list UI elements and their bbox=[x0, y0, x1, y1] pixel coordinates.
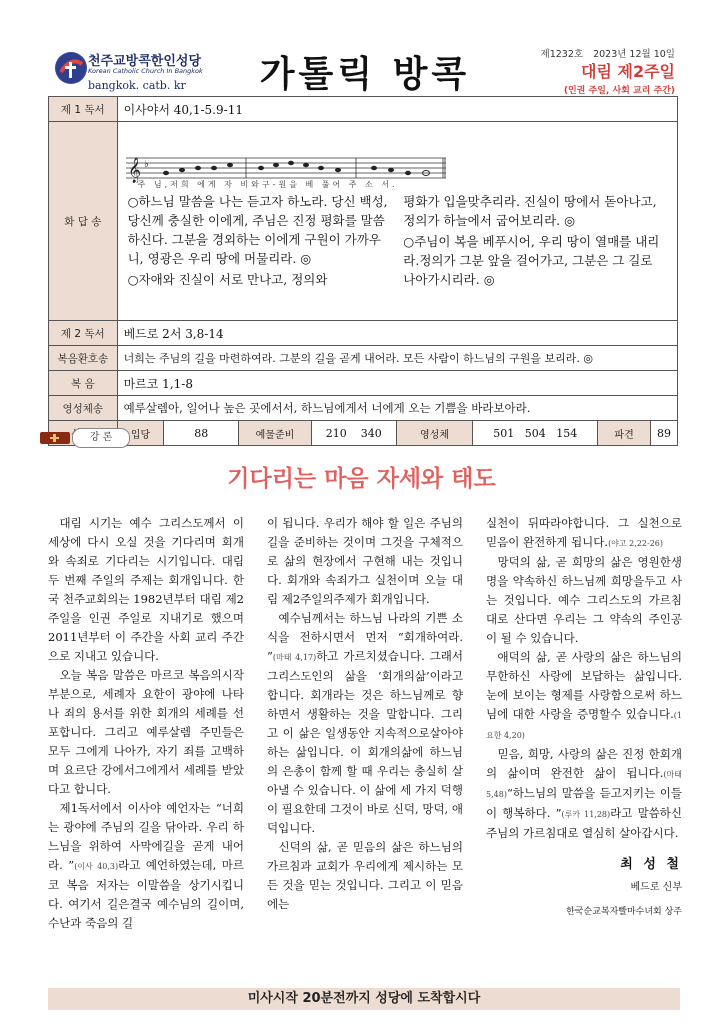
communion-hymns bbox=[473, 421, 598, 446]
table-row bbox=[49, 122, 678, 321]
homily-paragraph: 오늘 복음 말씀은 마르코 복음의시작 부분으로, 세례자 요한이 광야에 나타나 죄의 용서를 위한 회개의 세례를 선포합니다. 그리고 예루살렘 주민들은 모두 그에게 나아가, 자기 죄를 고백하며 요르단 강에서그에게서 세례를 받았다고 합니다. bbox=[48, 668, 244, 796]
bible-reference: (1요한 4,20) bbox=[486, 711, 682, 740]
entrance-label: 입당 bbox=[117, 421, 164, 446]
communion-antiphon-label: 영성체송 bbox=[49, 396, 118, 421]
table-row bbox=[49, 346, 678, 371]
table-row bbox=[49, 371, 678, 396]
psalm-verse: 평화가 입을맞추리라. 진실이 땅에서 돋아나고, 정의가 하늘에서 굽어보리라. ◎ bbox=[403, 194, 657, 228]
communion-hymn-label: 영성체 bbox=[396, 421, 473, 446]
homily-paragraph bbox=[486, 514, 682, 553]
communion-antiphon-value: 예루살렘아, 일어나 높은 곳에서서, 하느님에게서 너에게 오는 기쁨을 바라보아라. bbox=[117, 396, 677, 421]
homily-column-3 bbox=[486, 514, 682, 933]
homily-badge: 강 론 bbox=[72, 428, 130, 448]
liturgical-season: 대림 제2주일 bbox=[581, 62, 675, 81]
homily-paragraph bbox=[267, 609, 463, 838]
psalm-label: 화 답 송 bbox=[49, 122, 118, 321]
church-logo bbox=[55, 52, 87, 84]
psalm-verses bbox=[118, 190, 677, 295]
homily-paragraph bbox=[486, 648, 682, 745]
season-subtitle: (인권 주일, 사회 교리 주간) bbox=[563, 86, 675, 96]
homily-column-1 bbox=[48, 514, 244, 933]
alleluia-value: 너희는 주님의 길을 마련하여라. 그분의 길을 곧게 내어라. 모든 사람이 하느님의 구원을 보리라. ◎ bbox=[117, 346, 677, 371]
psalm-verse: ○자애와 진실이 서로 만나고, 정의와 bbox=[127, 272, 328, 287]
church-name: 천주교방콕한인성당 bbox=[88, 54, 202, 69]
bible-icon bbox=[40, 432, 70, 444]
psalm-lyric: 주 님,저희 에게 자 비와구-원을 베 풀어 주 소 서. bbox=[137, 180, 398, 189]
psalm-cell bbox=[117, 122, 677, 321]
psalm-verse: ○주님이 복을 베푸시어, 우리 땅이 열매를 내리라.정의가 그분 앞을 걸어가고, 그분은 그 길로 나아가시리라. ◎ bbox=[403, 234, 660, 287]
homily-text: 예수님께서는 하느님 나라의 기쁜 소식을 전하시면서 먼저 “회개하여라. ” bbox=[267, 611, 463, 663]
homily-paragraph bbox=[48, 799, 244, 933]
communion-hymn: 154 bbox=[556, 426, 578, 440]
homily-text: 하고 가르치셨습니다. 그래서 그리스도인의 삶을 ‘회개의삶’이라고 합니다. 회개라는 것은 하느님께로 향하면서 생활하는 것을 말합니다. 그리고 이 삶은 일생동안 지속적으로살아야 하는 삶입니다. 이 회개의삶에 하느님의 은총이 함께 할 때 우리는 충실히 살아낼 수 있습니다. 이 삶에 세 가지 덕행이 필요한데 그것이 바로 신덕, 망덕, 애덕입니다. bbox=[267, 649, 463, 835]
svg-text:♭: ♭ bbox=[143, 159, 149, 170]
table-row bbox=[49, 321, 678, 346]
homily-text: “하느님의 말씀을 듣고지키는 이들이 행복하다. ” bbox=[486, 786, 682, 820]
entrance-hymn: 88 bbox=[164, 421, 239, 446]
reading1-value: 이사야서 40,1-5.9-11 bbox=[117, 97, 677, 122]
psalm-column-left bbox=[122, 192, 398, 291]
reading2-value: 베드로 2서 3,8-14 bbox=[117, 321, 677, 346]
author-organization: 한국순교복자빨마수녀회 상주 bbox=[566, 907, 682, 917]
homily-text: 믿음, 희망, 사랑의 삶은 진정 한회개의 삶이며 완전한 삶이 됩니다. bbox=[486, 747, 682, 780]
homily-text: 라고 말씀하신 주님의 가르침대로 열심히 살아갑시다. bbox=[486, 806, 683, 840]
issue-date: 2023년 12월 10일 bbox=[593, 49, 675, 60]
svg-text:𝄞: 𝄞 bbox=[127, 158, 141, 183]
church-website[interactable]: bangkok. catb. kr bbox=[88, 79, 186, 92]
offertory-hymn: 340 bbox=[360, 426, 382, 440]
homily-paragraph: 대림 시기는 예수 그리스도께서 이 세상에 다시 오실 것을 기다리며 회개와 속죄로 기다리는 시기입니다. 대림 두 번째 주일의 주제는 회개입니다. 한국 천주교회의는 1982년부터 대림 제2주일을 인권 주일로 지내기로 했으며 2011년부터 이 주간을 사회 교리 주간으로 지내고 있습니다. bbox=[48, 516, 244, 663]
communion-hymn: 504 bbox=[524, 426, 546, 440]
communion-hymn: 501 bbox=[493, 426, 515, 440]
church-name-en: Korean Catholic Church In Bangkok bbox=[88, 67, 203, 75]
homily-headline: 기다리는 마음 자세와 태도 bbox=[227, 466, 496, 492]
bible-reference: (마태 5,48) bbox=[486, 770, 682, 799]
reading1-label: 제 1 독서 bbox=[49, 97, 118, 122]
homily-paragraph: 망덕의 삶, 곧 희망의 삶은 영원한생명을 약속하신 하느님께 희망을두고 사는 것입니다. 예수 그리스도의 가르침대로 산다면 우리는 그 약속의 주인공이 될 수 있습니다. bbox=[486, 555, 682, 645]
homily-body bbox=[48, 514, 682, 933]
table-row bbox=[49, 97, 678, 122]
issue-info bbox=[541, 46, 675, 60]
author-name: 최 성 철 bbox=[620, 857, 682, 872]
homily-text: 제1독서에서 이사야 예언자는 “너희는 광야에 주님의 길을 닦아라. 우리 하느님을 위하여 사막에길을 곧게 내어라. ” bbox=[48, 801, 244, 872]
homily-text: 애덕의 삶, 곧 사랑의 삶은 하느님의 무한하신 사랑에 보답하는 삶입니다. 눈에 보이는 형제를 사랑함으로써 하느님에 대한 사랑을 증명할수 있습니다. bbox=[486, 650, 682, 721]
psalm-column-right bbox=[397, 192, 673, 291]
issue-number: 제1232호 bbox=[540, 49, 584, 60]
recessional-hymn: 89 bbox=[651, 421, 678, 446]
bible-reference: (루카 11,28) bbox=[561, 810, 611, 819]
homily-column-2 bbox=[267, 514, 463, 933]
homily-text: 실천이 뒤따라야합니다. 그 실천으로 믿음이 완전하게 됩니다. bbox=[486, 516, 682, 549]
reading2-label: 제 2 독서 bbox=[49, 321, 118, 346]
recessional-label: 파견 bbox=[598, 421, 651, 446]
gospel-label: 복 음 bbox=[49, 371, 118, 396]
homily-paragraph: 이 됩니다. 우리가 해야 할 일은 주님의 길을 준비하는 것이며 그것을 구체적으로 삶의 현장에서 구현해 내는 것입니다. 회개와 속죄가그 실천이며 오늘 대림 제2주일의주제가 회개입니다. bbox=[267, 516, 463, 606]
liturgy-table bbox=[48, 96, 678, 446]
author-role: 베드로 신부 bbox=[630, 882, 682, 893]
newsletter-title: 가톨릭 방콕 bbox=[259, 54, 471, 95]
homily-paragraph bbox=[486, 745, 682, 843]
alleluia-label: 복음환호송 bbox=[49, 346, 118, 371]
bible-reference: (야고 2,22-26) bbox=[608, 539, 663, 548]
homily-text: 라고 예언하였는데, 마르코 복음 저자는 이말씀을 상기시킵니다. 여기서 길은결국 예수님의 길이며, 수난과 죽음의 길 bbox=[48, 858, 244, 930]
bible-reference: (이사 40,3) bbox=[74, 862, 119, 871]
table-row bbox=[49, 421, 678, 446]
offertory-label: 예물준비 bbox=[239, 421, 312, 446]
gospel-value: 마르코 1,1-8 bbox=[117, 371, 677, 396]
offertory-hymns bbox=[311, 421, 396, 446]
psalm-verse: ○하느님 말씀을 나는 듣고자 하노라. 당신 백성, 당신께 충실한 이에게, 주님은 진정 평화를 말씀하신다. 그분을 경외하는 이에게 구원이 가까우니, 영광은 우리 땅에 머물리라. ◎ bbox=[127, 194, 388, 266]
bible-reference: (마태 4,17) bbox=[272, 653, 317, 662]
homily-paragraph: 신덕의 삶, 곧 믿음의 삶은 하느님의 가르침과 교회가 우리에게 제시하는 모든 것을 믿는 것입니다. 그리고 이 믿음에는 bbox=[267, 840, 463, 911]
footer-notice: 미사시작 20분전까지 성당에 도착합시다 bbox=[48, 988, 680, 1010]
offertory-hymn: 210 bbox=[325, 426, 347, 440]
table-row bbox=[49, 396, 678, 421]
